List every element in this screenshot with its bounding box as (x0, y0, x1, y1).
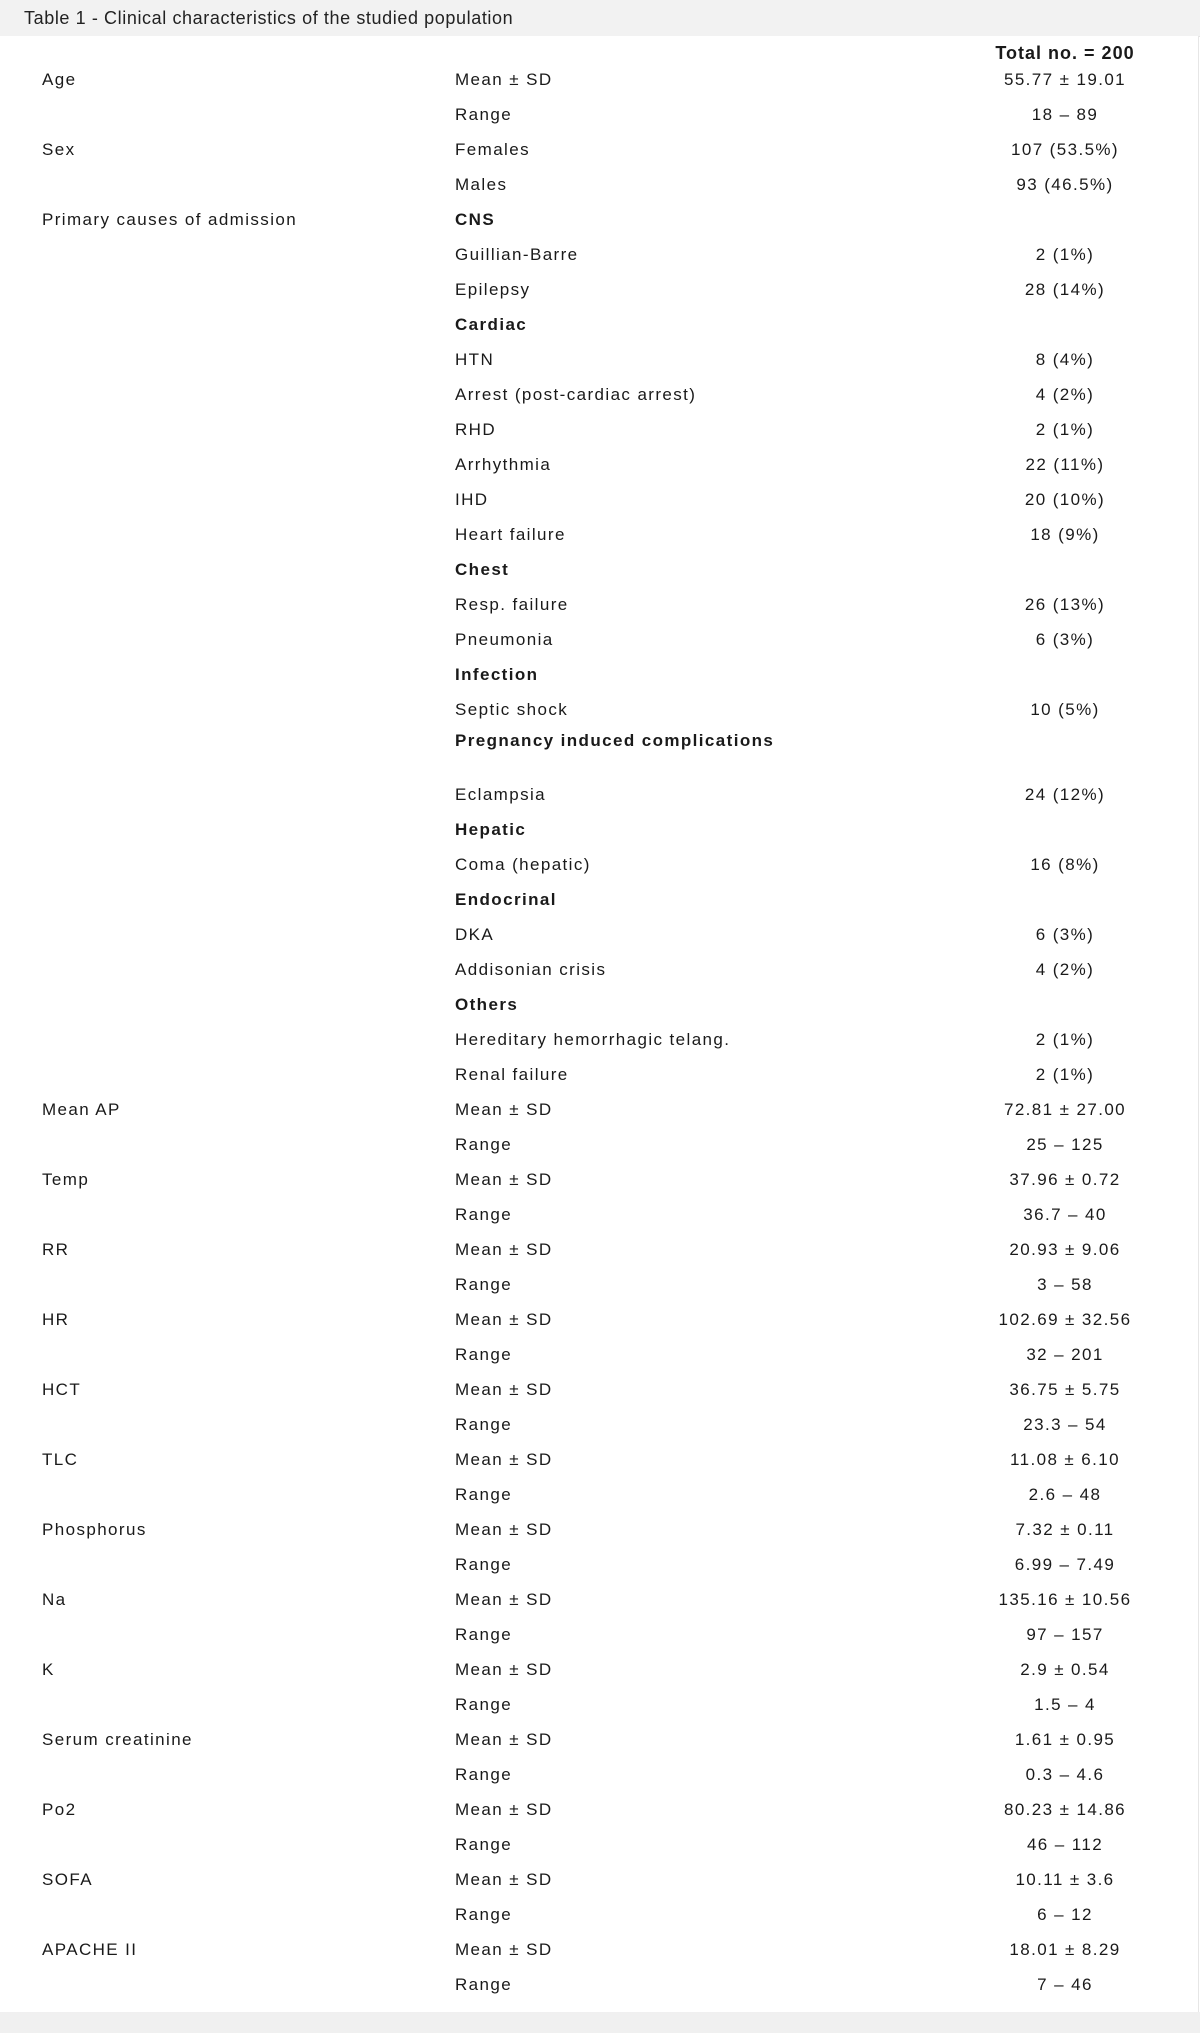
row-value: 16 (8%) (1030, 855, 1100, 874)
row-statistic-label: Mean ± SD (455, 1730, 553, 1749)
row-value: 36.7 – 40 (1023, 1205, 1107, 1224)
row-variable-label: TLC (42, 1450, 79, 1469)
row-value: 25 – 125 (1026, 1135, 1104, 1154)
row-value: 36.75 ± 5.75 (1009, 1380, 1121, 1399)
row-statistic-label: Females (455, 140, 530, 159)
table-row (0, 1549, 1200, 1584)
table-row (0, 169, 1200, 204)
row-variable-label: Primary causes of admission (42, 210, 298, 229)
row-statistic-label: HTN (455, 350, 495, 369)
row-value: 2.9 ± 0.54 (1020, 1660, 1110, 1679)
row-statistic-label: Mean ± SD (455, 1240, 553, 1259)
row-variable-label: Serum creatinine (42, 1730, 193, 1749)
row-value: 28 (14%) (1024, 280, 1106, 299)
table-row (0, 1059, 1200, 1094)
table-row (0, 1199, 1200, 1234)
row-statistic-label: Epilepsy (455, 280, 531, 299)
table-row (0, 624, 1200, 659)
table-row (0, 64, 1200, 99)
table-row (0, 1934, 1200, 1969)
row-statistic-label: Range (455, 1975, 513, 1994)
row-value: 97 – 157 (1026, 1625, 1104, 1644)
table-row (0, 1024, 1200, 1059)
table-row (0, 274, 1200, 309)
row-statistic-label: Mean ± SD (455, 1450, 553, 1469)
table-row (0, 1689, 1200, 1724)
row-value: 26 (13%) (1024, 595, 1106, 614)
row-value: 93 (46.5%) (1016, 175, 1114, 194)
row-variable-label: Phosphorus (42, 1520, 147, 1539)
row-value: 2.6 – 48 (1028, 1485, 1102, 1504)
table-row (0, 919, 1200, 954)
table-row (0, 1794, 1200, 1829)
row-statistic-label: Mean ± SD (455, 1310, 553, 1329)
category-heading: Others (455, 995, 519, 1014)
row-statistic-label: DKA (455, 925, 495, 944)
row-statistic-label: Mean ± SD (455, 1100, 553, 1119)
table-row (0, 449, 1200, 484)
total-header: Total no. = 200 (995, 43, 1135, 63)
row-value: 20.93 ± 9.06 (1009, 1240, 1121, 1259)
row-value: 10 (5%) (1030, 700, 1100, 719)
row-value: 0.3 – 4.6 (1025, 1765, 1105, 1784)
row-statistic-label: Guillian-Barre (455, 245, 579, 264)
row-value: 7 – 46 (1037, 1975, 1093, 1994)
table-row (0, 554, 1200, 589)
row-value: 1.5 – 4 (1034, 1695, 1096, 1714)
category-heading: CNS (455, 210, 496, 229)
row-value: 6 – 12 (1037, 1905, 1093, 1924)
table-row (0, 344, 1200, 379)
row-statistic-label: Mean ± SD (455, 1870, 553, 1889)
row-variable-label: HCT (42, 1380, 82, 1399)
row-statistic-label: Males (455, 175, 508, 194)
row-statistic-label: Septic shock (455, 700, 569, 719)
row-variable-label: Age (42, 70, 77, 89)
row-value: 46 – 112 (1026, 1835, 1104, 1854)
table-row (0, 1864, 1200, 1899)
row-variable-label: Po2 (42, 1800, 77, 1819)
row-value: 135.16 ± 10.56 (998, 1590, 1132, 1609)
row-statistic-label: Range (455, 1275, 513, 1294)
row-statistic-label: Arrest (post-cardiac arrest) (455, 385, 697, 404)
table-row (0, 1129, 1200, 1164)
row-statistic-label: Range (455, 1765, 513, 1784)
row-value: 6 (3%) (1035, 630, 1095, 649)
row-value: 18 – 89 (1031, 105, 1099, 124)
table-row (0, 1094, 1200, 1129)
table-row (0, 1339, 1200, 1374)
table-row (0, 1304, 1200, 1339)
table-row (0, 309, 1200, 344)
row-statistic-label: Hereditary hemorrhagic telang. (455, 1030, 731, 1049)
row-variable-label: Sex (42, 140, 76, 159)
table-row (0, 779, 1200, 814)
row-statistic-label: Range (455, 1485, 513, 1504)
row-value: 20 (10%) (1024, 490, 1106, 509)
category-heading: Pregnancy induced complications (455, 731, 775, 750)
table-row (0, 1164, 1200, 1199)
row-statistic-label: IHD (455, 490, 489, 509)
row-value: 11.08 ± 6.10 (1010, 1450, 1120, 1469)
row-value: 37.96 ± 0.72 (1009, 1170, 1121, 1189)
row-statistic-label: RHD (455, 420, 497, 439)
table-title: Table 1 - Clinical characteristics of the studied population (24, 8, 514, 28)
table-row (0, 884, 1200, 919)
category-heading: Cardiac (455, 315, 528, 334)
row-value: 2 (1%) (1035, 420, 1095, 439)
table-row (0, 849, 1200, 884)
row-value: 24 (12%) (1024, 785, 1106, 804)
row-statistic-label: Range (455, 1695, 513, 1714)
table-row (0, 204, 1200, 239)
table-row (0, 99, 1200, 134)
footer-strip (0, 2012, 1200, 2033)
row-value: 7.32 ± 0.11 (1015, 1520, 1115, 1539)
table-row (0, 1829, 1200, 1864)
row-variable-label: RR (42, 1240, 70, 1259)
row-statistic-label: Mean ± SD (455, 1800, 553, 1819)
table-row (0, 1759, 1200, 1794)
category-heading: Chest (455, 560, 510, 579)
row-value: 10.11 ± 3.6 (1015, 1870, 1115, 1889)
row-statistic-label: Range (455, 1205, 513, 1224)
row-statistic-label: Range (455, 1555, 513, 1574)
row-value: 80.23 ± 14.86 (1003, 1800, 1127, 1819)
row-variable-label: SOFA (42, 1870, 93, 1889)
row-value: 23.3 – 54 (1023, 1415, 1107, 1434)
row-value: 2 (1%) (1035, 245, 1095, 264)
row-value: 2 (1%) (1035, 1065, 1095, 1084)
table-body (0, 64, 1200, 2004)
row-statistic-label: Range (455, 1345, 513, 1364)
row-variable-label: K (42, 1660, 55, 1679)
table-row (0, 954, 1200, 989)
row-value: 18.01 ± 8.29 (1009, 1940, 1121, 1959)
table-row (0, 379, 1200, 414)
table-row (0, 239, 1200, 274)
table-row (0, 414, 1200, 449)
table-row (0, 1724, 1200, 1759)
table-row (0, 1269, 1200, 1304)
table-row (0, 1619, 1200, 1654)
row-value: 102.69 ± 32.56 (998, 1310, 1132, 1329)
row-value: 72.81 ± 27.00 (1003, 1100, 1127, 1119)
row-statistic-label: Mean ± SD (455, 1590, 553, 1609)
row-variable-label: Na (42, 1590, 67, 1609)
row-value: 22 (11%) (1025, 455, 1105, 474)
table-row (0, 1374, 1200, 1409)
row-statistic-label: Pneumonia (455, 630, 554, 649)
row-statistic-label: Range (455, 1625, 513, 1644)
table-row (0, 1584, 1200, 1619)
row-statistic-label: Range (455, 105, 513, 124)
row-statistic-label: Renal failure (455, 1065, 569, 1084)
table-row (0, 1514, 1200, 1549)
row-statistic-label: Arrhythmia (455, 455, 552, 474)
table-row (0, 484, 1200, 519)
table-row (0, 729, 1200, 779)
row-statistic-label: Mean ± SD (455, 70, 553, 89)
row-statistic-label: Mean ± SD (455, 1660, 553, 1679)
row-statistic-label: Range (455, 1135, 513, 1154)
row-statistic-label: Range (455, 1835, 513, 1854)
row-statistic-label: Range (455, 1415, 513, 1434)
row-value: 4 (2%) (1035, 385, 1095, 404)
row-statistic-label: Heart failure (455, 525, 566, 544)
table-row (0, 989, 1200, 1024)
table-row (0, 1479, 1200, 1514)
category-heading: Hepatic (455, 820, 527, 839)
table-row (0, 589, 1200, 624)
row-variable-label: Temp (42, 1170, 90, 1189)
table-caption-bar (0, 0, 1200, 37)
table-row (0, 1234, 1200, 1269)
row-variable-label: Mean AP (42, 1100, 121, 1119)
table-row (0, 694, 1200, 729)
table-row (0, 134, 1200, 169)
category-heading: Endocrinal (455, 890, 557, 909)
row-statistic-label: Coma (hepatic) (455, 855, 591, 874)
row-statistic-label: Range (455, 1905, 513, 1924)
table-row (0, 1409, 1200, 1444)
row-value: 1.61 ± 0.95 (1014, 1730, 1116, 1749)
row-value: 32 – 201 (1026, 1345, 1104, 1364)
row-variable-label: APACHE II (42, 1940, 138, 1959)
row-variable-label: HR (42, 1310, 70, 1329)
table-row (0, 519, 1200, 554)
row-value: 107 (53.5%) (1010, 140, 1119, 159)
row-statistic-label: Addisonian crisis (455, 960, 607, 979)
table-row (0, 814, 1200, 849)
row-statistic-label: Mean ± SD (455, 1940, 553, 1959)
row-statistic-label: Mean ± SD (455, 1520, 553, 1539)
row-statistic-label: Mean ± SD (455, 1170, 553, 1189)
row-value: 4 (2%) (1035, 960, 1095, 979)
row-statistic-label: Mean ± SD (455, 1380, 553, 1399)
category-heading: Infection (455, 665, 539, 684)
row-value: 18 (9%) (1030, 525, 1100, 544)
row-value: 6 (3%) (1035, 925, 1095, 944)
table-row (0, 659, 1200, 694)
table-row (0, 1969, 1200, 2004)
table-row (0, 1654, 1200, 1689)
row-value: 6.99 – 7.49 (1014, 1555, 1116, 1574)
row-value: 3 – 58 (1037, 1275, 1093, 1294)
row-statistic-label: Eclampsia (455, 785, 547, 804)
table-row (0, 1899, 1200, 1934)
row-value: 55.77 ± 19.01 (1003, 70, 1127, 89)
table-row (0, 1444, 1200, 1479)
row-statistic-label: Resp. failure (455, 595, 569, 614)
row-value: 2 (1%) (1035, 1030, 1095, 1049)
row-value: 8 (4%) (1035, 350, 1095, 369)
